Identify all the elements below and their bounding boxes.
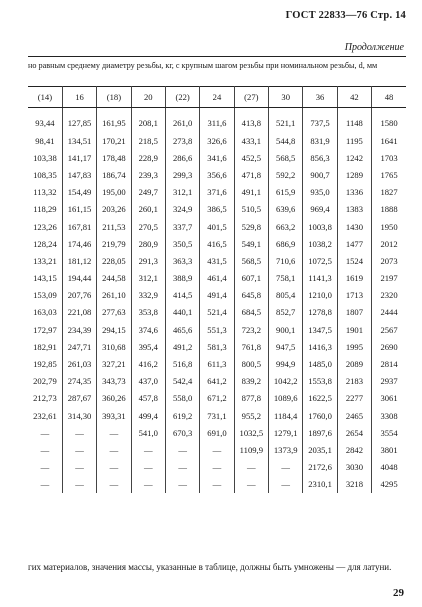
- table-row: [28, 304, 406, 321]
- table-cell: 615,9: [269, 184, 303, 201]
- table-cell: 1003,8: [303, 218, 337, 235]
- data-table: [28, 86, 406, 493]
- table-row: [28, 149, 406, 166]
- table-cell: 2073: [380, 255, 398, 266]
- table-cell: 270,5: [131, 218, 165, 235]
- table-cell: 356,6: [200, 166, 234, 183]
- table-cell: —: [28, 424, 62, 441]
- table-row: [28, 201, 406, 218]
- column-header: (27): [234, 87, 268, 108]
- table-cell: —: [165, 459, 199, 476]
- table-cell: —: [165, 476, 199, 493]
- table-cell: 2444: [380, 307, 398, 318]
- table-cell: 686,9: [269, 235, 303, 252]
- column-header: (18): [97, 87, 131, 108]
- table-cell: —: [62, 441, 96, 458]
- table-cell: 337,7: [165, 218, 199, 235]
- table-cell: 521,1: [269, 108, 303, 133]
- table-row: [28, 355, 406, 372]
- table-cell: 172,97: [28, 321, 62, 338]
- table-cell: 1827: [380, 187, 398, 198]
- table-cell: 195,00: [97, 184, 131, 201]
- table-cell: 2690: [380, 341, 398, 352]
- table-row: [28, 338, 406, 355]
- table-cell: 212,73: [28, 390, 62, 407]
- table-cell: —: [131, 476, 165, 493]
- table-cell: 123,26: [28, 218, 62, 235]
- table-cell: —: [97, 476, 131, 493]
- table-row: [28, 235, 406, 252]
- table-cell: 147,83: [62, 166, 96, 183]
- table-cell: 153,09: [28, 287, 62, 304]
- table-cell: 401,5: [200, 218, 234, 235]
- table-cell: 2310,1: [303, 476, 337, 493]
- table-cell: 1580: [380, 118, 398, 128]
- table-row: [28, 287, 406, 304]
- table-cell: 395,4: [131, 338, 165, 355]
- table-cell: 247,71: [62, 338, 96, 355]
- table-cell: 2277: [337, 390, 371, 407]
- table-cell: 261,0: [165, 108, 199, 133]
- table-cell: 239,3: [131, 166, 165, 183]
- table-cell: 134,51: [62, 132, 96, 149]
- column-header: (22): [165, 87, 199, 108]
- table-cell: 192,85: [28, 355, 62, 372]
- table-cell: 207,76: [62, 287, 96, 304]
- table-cell: 645,8: [234, 287, 268, 304]
- table-cell: 2197: [380, 273, 398, 284]
- table-cell: 108,35: [28, 166, 62, 183]
- table-cell: 1373,9: [269, 441, 303, 458]
- table-cell: 710,6: [269, 252, 303, 269]
- table-caption: но равным среднему диаметру резьбы, кг, с крупным шагом резьбы при номинальном резьбы, d, мм: [28, 61, 378, 70]
- table-cell: 1995: [337, 338, 371, 355]
- table-cell: 194,44: [62, 270, 96, 287]
- table-row: [28, 407, 406, 424]
- table-cell: 291,3: [131, 252, 165, 269]
- table-cell: 1703: [380, 152, 398, 163]
- column-header: 24: [200, 87, 234, 108]
- table-cell: 1195: [337, 132, 371, 149]
- table-cell: 2814: [380, 359, 398, 370]
- table-cell: —: [269, 459, 303, 476]
- table-cell: 529,8: [234, 218, 268, 235]
- table-cell: 839,2: [234, 373, 268, 390]
- table-cell: 221,08: [62, 304, 96, 321]
- table-row: [28, 252, 406, 269]
- table-row: [28, 166, 406, 183]
- table-cell: 955,2: [234, 407, 268, 424]
- table-cell: 232,61: [28, 407, 62, 424]
- table-cell: 1278,8: [303, 304, 337, 321]
- page-header: ГОСТ 22833—76 Стр. 14: [285, 10, 406, 21]
- table-cell: 260,1: [131, 201, 165, 218]
- table-cell: 465,6: [165, 321, 199, 338]
- table-cell: —: [234, 476, 268, 493]
- table-cell: 641,2: [200, 373, 234, 390]
- table-cell: —: [97, 424, 131, 441]
- footer-note: гих материалов, значения массы, указанные в таблице, должны быть умножены — для латуни.: [28, 562, 392, 572]
- table-cell: 947,5: [269, 338, 303, 355]
- table-cell: 544,8: [269, 132, 303, 149]
- table-cell: 416,2: [131, 355, 165, 372]
- table-cell: 363,3: [165, 252, 199, 269]
- table-row: [28, 108, 406, 133]
- column-header: (14): [28, 87, 62, 108]
- table-cell: 1416,3: [303, 338, 337, 355]
- continuation-label: Продолжение: [344, 42, 404, 53]
- column-header: 42: [337, 87, 371, 108]
- table-body: [28, 108, 406, 493]
- table-cell: 3218: [337, 476, 371, 493]
- table-cell: —: [234, 459, 268, 476]
- table-cell: 510,5: [234, 201, 268, 218]
- table-cell: 299,3: [165, 166, 199, 183]
- table-cell: 2183: [337, 373, 371, 390]
- table-cell: 1347,5: [303, 321, 337, 338]
- table-cell: 542,4: [165, 373, 199, 390]
- table-cell: 1760,0: [303, 407, 337, 424]
- table-row: [28, 476, 406, 493]
- table-cell: 3030: [337, 459, 371, 476]
- table-cell: 167,81: [62, 218, 96, 235]
- table-cell: 1072,5: [303, 252, 337, 269]
- table-cell: 154,49: [62, 184, 96, 201]
- table-cell: 393,31: [97, 407, 131, 424]
- table-cell: 1184,4: [269, 407, 303, 424]
- table-cell: 234,39: [62, 321, 96, 338]
- table-cell: —: [97, 441, 131, 458]
- column-header: 20: [131, 87, 165, 108]
- table-cell: 691,0: [200, 424, 234, 441]
- table-cell: 341,6: [200, 149, 234, 166]
- table-cell: 900,7: [303, 166, 337, 183]
- table-cell: 244,58: [97, 270, 131, 287]
- table-cell: 286,6: [165, 149, 199, 166]
- table-cell: 541,0: [131, 424, 165, 441]
- table-cell: —: [269, 476, 303, 493]
- table-cell: 969,4: [303, 201, 337, 218]
- table-cell: 2089: [337, 355, 371, 372]
- table-row: [28, 218, 406, 235]
- column-header: 16: [62, 87, 96, 108]
- table-cell: 228,9: [131, 149, 165, 166]
- table-cell: 1279,1: [269, 424, 303, 441]
- table-cell: 2012: [380, 238, 398, 249]
- table-cell: 1897,6: [303, 424, 337, 441]
- table-cell: 93,44: [28, 108, 62, 133]
- table-cell: 350,5: [165, 235, 199, 252]
- table-cell: —: [200, 476, 234, 493]
- table-cell: 218,5: [131, 132, 165, 149]
- table-header-row: [28, 87, 406, 108]
- table-cell: 1242: [337, 149, 371, 166]
- table-cell: —: [28, 459, 62, 476]
- table-cell: —: [28, 476, 62, 493]
- table-cell: 491,1: [234, 184, 268, 201]
- table-cell: 831,9: [303, 132, 337, 149]
- table-cell: —: [200, 441, 234, 458]
- table-cell: 877,8: [234, 390, 268, 407]
- table-cell: 856,3: [303, 149, 337, 166]
- table-cell: 2035,1: [303, 441, 337, 458]
- table-cell: 1765: [380, 169, 398, 180]
- table-cell: 549,1: [234, 235, 268, 252]
- table-cell: 2465: [337, 407, 371, 424]
- table-cell: 994,9: [269, 355, 303, 372]
- table-cell: 671,2: [200, 390, 234, 407]
- table-cell: 731,1: [200, 407, 234, 424]
- table-cell: 178,48: [97, 149, 131, 166]
- table-cell: 414,5: [165, 287, 199, 304]
- table-row: [28, 459, 406, 476]
- table-cell: 611,3: [200, 355, 234, 372]
- table-cell: 98,41: [28, 132, 62, 149]
- table-cell: 1524: [337, 252, 371, 269]
- table-cell: 228,05: [97, 252, 131, 269]
- table-cell: 312,1: [131, 270, 165, 287]
- table-cell: 1032,5: [234, 424, 268, 441]
- table-cell: —: [62, 459, 96, 476]
- table-cell: 3801: [380, 444, 398, 455]
- table-cell: 310,68: [97, 338, 131, 355]
- divider: [28, 56, 406, 57]
- table-cell: 935,0: [303, 184, 337, 201]
- table-cell: 2842: [337, 441, 371, 458]
- table-cell: 186,74: [97, 166, 131, 183]
- table-cell: 471,8: [234, 166, 268, 183]
- table-cell: 433,1: [234, 132, 268, 149]
- table-cell: 161,95: [97, 108, 131, 133]
- table-cell: 261,10: [97, 287, 131, 304]
- table-cell: 3308: [380, 410, 398, 421]
- table-cell: 619,2: [165, 407, 199, 424]
- table-cell: 103,38: [28, 149, 62, 166]
- table-cell: 852,7: [269, 304, 303, 321]
- table-cell: —: [28, 441, 62, 458]
- table-cell: 203,26: [97, 201, 131, 218]
- table-row: [28, 441, 406, 458]
- table-cell: —: [131, 441, 165, 458]
- column-header: 30: [269, 87, 303, 108]
- table-row: [28, 390, 406, 407]
- table-cell: 663,2: [269, 218, 303, 235]
- table-cell: 592,2: [269, 166, 303, 183]
- table-cell: 161,15: [62, 201, 96, 218]
- table-cell: 353,8: [131, 304, 165, 321]
- table-cell: 607,1: [234, 270, 268, 287]
- table-cell: 551,3: [200, 321, 234, 338]
- table-cell: 311,6: [200, 108, 234, 133]
- table-cell: 360,26: [97, 390, 131, 407]
- table-cell: 2172,6: [303, 459, 337, 476]
- table-cell: 273,8: [165, 132, 199, 149]
- table-cell: 800,5: [234, 355, 268, 372]
- table-cell: 3554: [380, 427, 398, 438]
- table-cell: 1950: [380, 221, 398, 232]
- table-row: [28, 424, 406, 441]
- table-cell: 211,53: [97, 218, 131, 235]
- table-cell: 670,3: [165, 424, 199, 441]
- table-cell: 3061: [380, 393, 398, 404]
- table-cell: 1430: [337, 218, 371, 235]
- table-cell: 1383: [337, 201, 371, 218]
- table-cell: 312,1: [165, 184, 199, 201]
- table-cell: 280,9: [131, 235, 165, 252]
- table-cell: 516,8: [165, 355, 199, 372]
- table-cell: 174,46: [62, 235, 96, 252]
- table-cell: 499,4: [131, 407, 165, 424]
- table-cell: 1148: [337, 108, 371, 133]
- table-cell: 491,4: [200, 287, 234, 304]
- table-cell: 1289: [337, 166, 371, 183]
- page-number: 29: [393, 587, 404, 599]
- table-cell: 1713: [337, 287, 371, 304]
- table-cell: 343,73: [97, 373, 131, 390]
- table-cell: 461,4: [200, 270, 234, 287]
- table-cell: 437,0: [131, 373, 165, 390]
- table-cell: —: [200, 459, 234, 476]
- table-cell: 374,6: [131, 321, 165, 338]
- table-cell: 277,63: [97, 304, 131, 321]
- table-cell: 1888: [380, 204, 398, 215]
- table-cell: 327,21: [97, 355, 131, 372]
- table-cell: 181,12: [62, 252, 96, 269]
- table-cell: 294,15: [97, 321, 131, 338]
- table-row: [28, 373, 406, 390]
- table-cell: 219,79: [97, 235, 131, 252]
- table-cell: 388,9: [165, 270, 199, 287]
- table-cell: 1109,9: [234, 441, 268, 458]
- table-cell: 128,24: [28, 235, 62, 252]
- table-cell: 457,8: [131, 390, 165, 407]
- table-cell: 287,67: [62, 390, 96, 407]
- table-cell: 1807: [337, 304, 371, 321]
- table-cell: 1336: [337, 184, 371, 201]
- table-cell: 4048: [380, 462, 398, 473]
- table-cell: 324,9: [165, 201, 199, 218]
- table-cell: 568,5: [234, 252, 268, 269]
- table-cell: 1619: [337, 270, 371, 287]
- column-header: 36: [303, 87, 337, 108]
- table-cell: 581,3: [200, 338, 234, 355]
- table-cell: —: [165, 441, 199, 458]
- table-cell: 118,29: [28, 201, 62, 218]
- table-cell: 1622,5: [303, 390, 337, 407]
- table-cell: —: [97, 459, 131, 476]
- table-cell: 113,32: [28, 184, 62, 201]
- column-header: 48: [372, 87, 406, 108]
- table-row: [28, 132, 406, 149]
- table-row: [28, 321, 406, 338]
- table-cell: 558,0: [165, 390, 199, 407]
- table-cell: 261,03: [62, 355, 96, 372]
- table-cell: 326,6: [200, 132, 234, 149]
- table-cell: 1210,0: [303, 287, 337, 304]
- table-cell: 1485,0: [303, 355, 337, 372]
- table-cell: —: [131, 459, 165, 476]
- table-cell: 440,1: [165, 304, 199, 321]
- table-cell: 127,85: [62, 108, 96, 133]
- table-cell: 1141,3: [303, 270, 337, 287]
- table-cell: 182,91: [28, 338, 62, 355]
- table-cell: 1553,8: [303, 373, 337, 390]
- table-cell: 2937: [380, 376, 398, 387]
- table-cell: 1477: [337, 235, 371, 252]
- table-cell: 249,7: [131, 184, 165, 201]
- table-cell: 684,5: [234, 304, 268, 321]
- table-cell: 371,6: [200, 184, 234, 201]
- table-cell: 141,17: [62, 149, 96, 166]
- table-cell: 723,2: [234, 321, 268, 338]
- table-cell: —: [62, 476, 96, 493]
- table-cell: 737,5: [303, 108, 337, 133]
- table-cell: 416,5: [200, 235, 234, 252]
- table-cell: 452,5: [234, 149, 268, 166]
- table-cell: 1089,6: [269, 390, 303, 407]
- table-cell: 332,9: [131, 287, 165, 304]
- table-cell: 1901: [337, 321, 371, 338]
- table-cell: 274,35: [62, 373, 96, 390]
- table-cell: 758,1: [269, 270, 303, 287]
- table-row: [28, 270, 406, 287]
- table-row: [28, 184, 406, 201]
- table-cell: 2320: [380, 290, 398, 301]
- table-cell: 202,79: [28, 373, 62, 390]
- table-cell: 170,21: [97, 132, 131, 149]
- table-cell: 431,5: [200, 252, 234, 269]
- table-cell: 2654: [337, 424, 371, 441]
- table-cell: 900,1: [269, 321, 303, 338]
- table-cell: 2567: [380, 324, 398, 335]
- table-cell: 491,2: [165, 338, 199, 355]
- table-cell: 761,8: [234, 338, 268, 355]
- table-cell: 1038,2: [303, 235, 337, 252]
- table-cell: 1641: [380, 135, 398, 146]
- table-cell: 314,30: [62, 407, 96, 424]
- table-cell: 163,03: [28, 304, 62, 321]
- table-cell: 521,4: [200, 304, 234, 321]
- table-cell: 143,15: [28, 270, 62, 287]
- table-cell: 413,8: [234, 108, 268, 133]
- table-cell: 4295: [380, 479, 398, 490]
- table-cell: 1042,2: [269, 373, 303, 390]
- table-cell: 133,21: [28, 252, 62, 269]
- table-cell: 208,1: [131, 108, 165, 133]
- table-cell: 568,5: [269, 149, 303, 166]
- table-cell: 386,5: [200, 201, 234, 218]
- table-cell: —: [62, 424, 96, 441]
- table-cell: 805,4: [269, 287, 303, 304]
- table-cell: 639,6: [269, 201, 303, 218]
